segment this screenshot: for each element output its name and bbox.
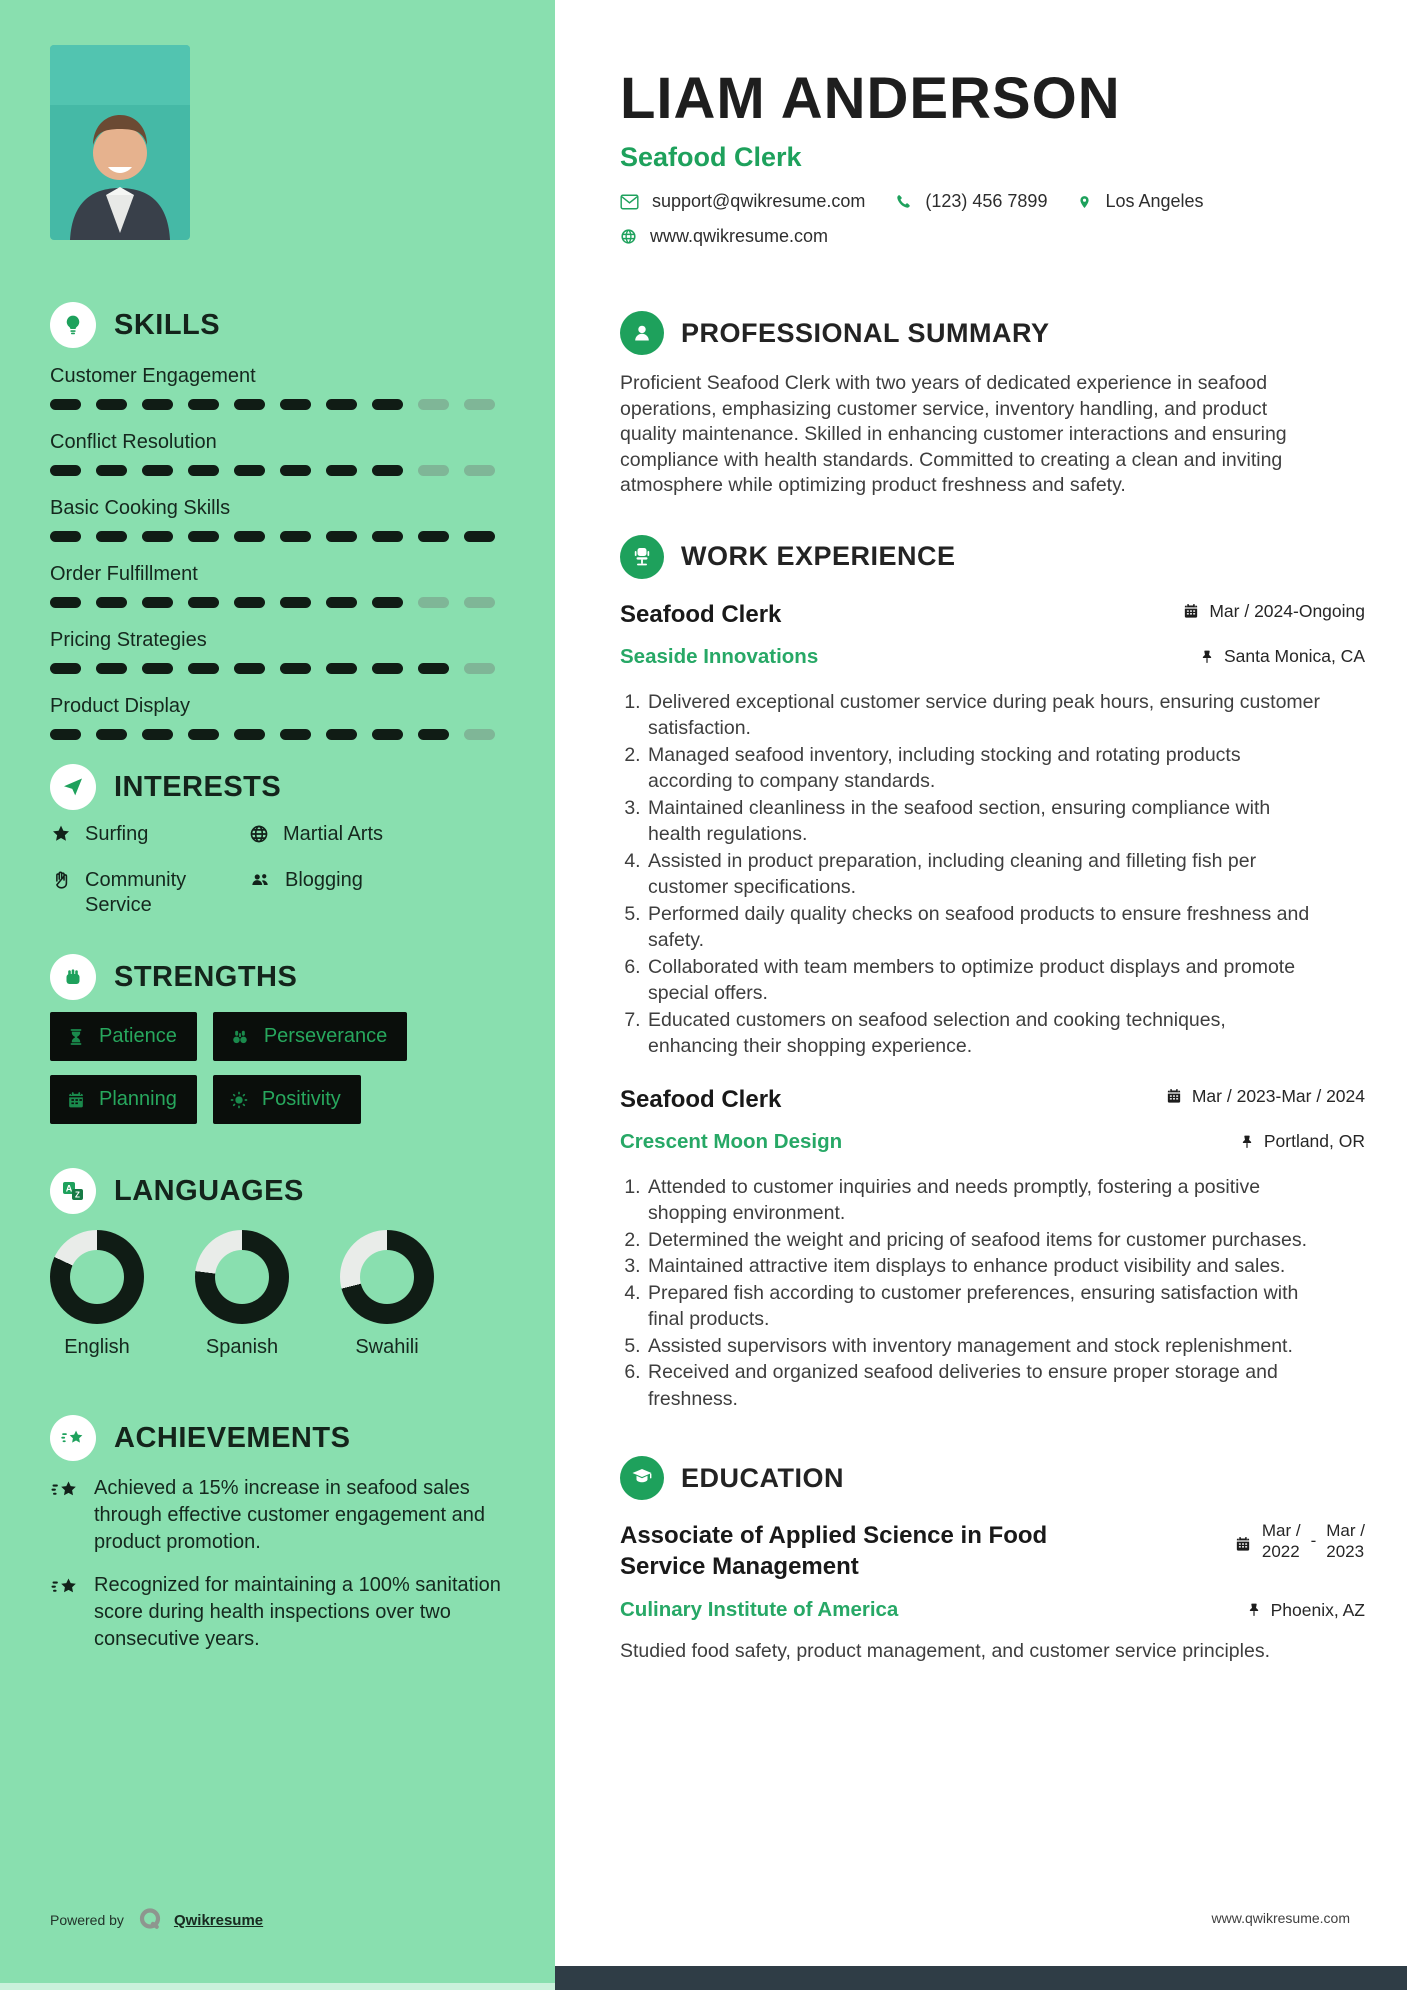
- main-column: [555, 0, 1407, 1990]
- skill-level-dash: [464, 399, 495, 410]
- languages-title: LANGUAGES: [114, 1174, 304, 1207]
- job-bullet-list: [620, 1174, 1320, 1413]
- powered-by-label: Powered by: [50, 1912, 124, 1928]
- binoculars-icon: [229, 1027, 251, 1047]
- paper-plane-icon: [50, 764, 96, 810]
- skill-item: [50, 628, 503, 674]
- job-role: Seafood Clerk: [620, 1085, 782, 1113]
- education-section: [620, 1456, 1365, 1664]
- skill-level-bar: [50, 399, 503, 410]
- interest-item: [248, 822, 503, 852]
- strengths-header: [50, 954, 503, 1000]
- skill-level-dash: [326, 597, 357, 608]
- skill-level-dash: [50, 531, 81, 542]
- strengths-section: [50, 954, 503, 1124]
- skill-level-dash: [188, 663, 219, 674]
- skill-level-bar: [50, 663, 503, 674]
- phone-icon: [895, 193, 912, 210]
- education-location: Phoenix, AZ: [1246, 1600, 1365, 1621]
- lightbulb-icon: [50, 302, 96, 348]
- skill-level-dash: [96, 729, 127, 740]
- skill-level-dash: [464, 729, 495, 740]
- skill-label: Order Fulfillment: [50, 563, 198, 585]
- skill-level-dash: [234, 597, 265, 608]
- shooting-star-icon: [50, 1574, 80, 1653]
- profile-photo-illustration: [50, 45, 190, 240]
- languages-section: [50, 1168, 503, 1359]
- summary-section: [620, 311, 1365, 499]
- svg-text:A: A: [65, 1183, 73, 1194]
- hand-icon: [50, 869, 72, 891]
- job-bullet: 5. Assisted supervisors with inventory management and stock replenishment.: [646, 1333, 1320, 1360]
- calendar-chip-icon: [66, 1090, 86, 1110]
- globe-icon: [620, 228, 637, 245]
- skill-level-dash: [280, 399, 311, 410]
- language-donut-chart: [50, 1230, 144, 1324]
- skill-item: [50, 364, 503, 410]
- candidate-name: LIAM ANDERSON: [620, 66, 1121, 131]
- interest-item: [50, 822, 248, 852]
- contact-website: www.qwikresume.com: [620, 226, 828, 247]
- skill-level-dash: [96, 597, 127, 608]
- education-header: [620, 1456, 1365, 1500]
- calendar-icon: [66, 1090, 86, 1110]
- achievements-list: [50, 1475, 503, 1653]
- bottom-dark-bar: [555, 1966, 1407, 1990]
- skill-item: [50, 694, 503, 740]
- contact-phone: (123) 456 7899: [895, 191, 1047, 212]
- skill-level-dash: [326, 531, 357, 542]
- job-bullet: 3. Maintained attractive item displays to enhance product visibility and sales.: [646, 1253, 1320, 1280]
- person-icon: [620, 311, 664, 355]
- job-company: Crescent Moon Design: [620, 1129, 843, 1153]
- skill-level-dash: [50, 597, 81, 608]
- skill-level-dash: [142, 465, 173, 476]
- education-title: EDUCATION: [681, 1462, 844, 1493]
- skill-level-dash: [188, 729, 219, 740]
- calendar-icon: [1182, 602, 1200, 620]
- languages-list: [50, 1230, 503, 1359]
- job-bullet: 4. Prepared fish according to customer preferences, ensuring satisfaction with final products.: [646, 1280, 1320, 1333]
- interests-section: [50, 764, 503, 918]
- job-location: Portland, OR: [1239, 1131, 1365, 1152]
- skill-level-dash: [188, 597, 219, 608]
- job-bullet: 7. Educated customers on seafood selection and cooking techniques, enhancing their shopping experience.: [646, 1007, 1320, 1060]
- footer-website-url: www.qwikresume.com: [1211, 1910, 1350, 1926]
- skills-header: [50, 302, 503, 348]
- sun-icon: [229, 1090, 249, 1110]
- job-bullet-list: [620, 689, 1320, 1060]
- skill-level-dash: [50, 729, 81, 740]
- shooting-star-icon: [50, 1574, 80, 1600]
- skill-level-bar: [50, 597, 503, 608]
- skill-level-dash: [464, 531, 495, 542]
- shooting-star-icon: [50, 1477, 80, 1503]
- pushpin-icon: [1246, 1601, 1262, 1619]
- skill-level-dash: [418, 531, 449, 542]
- skill-item: [50, 562, 503, 608]
- skill-level-dash: [280, 663, 311, 674]
- job-role: Seafood Clerk: [620, 600, 782, 628]
- skill-level-dash: [188, 531, 219, 542]
- skill-level-dash: [188, 465, 219, 476]
- skills-section: [50, 302, 503, 740]
- experience-title: WORK EXPERIENCE: [681, 541, 956, 571]
- skill-level-dash: [142, 399, 173, 410]
- job-company: Seaside Innovations: [620, 644, 819, 668]
- skill-level-dash: [372, 465, 403, 476]
- skill-level-dash: [326, 729, 357, 740]
- job-location: Santa Monica, CA: [1199, 646, 1365, 667]
- skill-level-dash: [142, 663, 173, 674]
- language-item: [340, 1230, 434, 1359]
- interests-header: [50, 764, 503, 810]
- skill-level-dash: [418, 465, 449, 476]
- hourglass-icon: [66, 1027, 86, 1047]
- job-entry: [620, 1086, 1365, 1413]
- interests-list: [50, 822, 503, 918]
- job-bullet: 5. Performed daily quality checks on seafood products to ensure freshness and safety.: [646, 901, 1320, 954]
- binoculars-icon: [229, 1027, 251, 1047]
- skill-level-dash: [372, 399, 403, 410]
- job-dates: Mar / 2024-Ongoing: [1182, 601, 1365, 622]
- skill-level-dash: [418, 399, 449, 410]
- job-bullet: 1. Attended to customer inquiries and needs promptly, fostering a positive shopping environment.: [646, 1174, 1320, 1227]
- skill-label: Basic Cooking Skills: [50, 497, 231, 519]
- interests-title: INTERESTS: [114, 770, 282, 803]
- achievements-header: [50, 1415, 503, 1461]
- skills-title: SKILLS: [114, 308, 221, 341]
- contact-email: support@qwikresume.com: [620, 191, 865, 212]
- globe-icon: [248, 823, 270, 845]
- language-item: [50, 1230, 144, 1359]
- skill-level-dash: [142, 729, 173, 740]
- skills-list: [50, 364, 503, 740]
- strength-chip: [50, 1012, 197, 1061]
- education-dates: Mar / 2022 - Mar / 2023: [1234, 1520, 1365, 1562]
- job-bullet: 4. Assisted in product preparation, including cleaning and filleting fish per customer specifications.: [646, 848, 1320, 901]
- candidate-job-title: Seafood Clerk: [620, 142, 802, 172]
- skill-item: [50, 496, 503, 542]
- graduate-icon: [620, 1456, 664, 1500]
- language-label: English: [64, 1336, 130, 1358]
- map-pin-icon: [1077, 193, 1092, 211]
- skill-level-dash: [234, 531, 265, 542]
- languages-header: [50, 1168, 503, 1214]
- calendar-icon: [1234, 1535, 1252, 1553]
- hand-icon: [50, 869, 72, 898]
- job-bullet: 2. Determined the weight and pricing of seafood items for customer purchases.: [646, 1227, 1320, 1254]
- qwikresume-link[interactable]: Qwikresume: [173, 1911, 264, 1929]
- strength-label: Positivity: [261, 1088, 341, 1110]
- skill-level-dash: [96, 399, 127, 410]
- interest-item: [50, 868, 248, 918]
- skill-level-bar: [50, 729, 503, 740]
- job-bullet: 6. Collaborated with team members to optimize product displays and promote special offers.: [646, 954, 1320, 1007]
- degree-title: Associate of Applied Science in Food Service Management: [620, 1522, 1048, 1580]
- interest-label: Surfing: [85, 823, 149, 845]
- skill-level-dash: [372, 531, 403, 542]
- sun-icon: [229, 1090, 249, 1110]
- skill-level-dash: [96, 465, 127, 476]
- skill-level-dash: [372, 729, 403, 740]
- strength-label: Perseverance: [263, 1025, 388, 1047]
- summary-text: Proficient Seafood Clerk with two years of dedicated experience in seafood operations, emphasizing customer service, inventory handling, and product quality maintenance. Skilled in enhancing customer interactions and ensuring compliance with health standards. Committed to creating a clean and inviting atmosphere while optimizing product freshness and safety.: [620, 372, 1287, 496]
- contact-row-1: [620, 191, 1365, 212]
- skill-level-dash: [142, 531, 173, 542]
- skill-level-dash: [464, 663, 495, 674]
- globe-icon: [248, 823, 270, 852]
- skill-level-dash: [50, 399, 81, 410]
- pushpin-icon: [1199, 648, 1215, 666]
- strength-chip: [213, 1012, 407, 1061]
- skill-level-dash: [234, 663, 265, 674]
- interest-item: [248, 868, 503, 918]
- interest-label: Community Service: [85, 869, 187, 916]
- skill-level-dash: [418, 597, 449, 608]
- skill-level-dash: [326, 663, 357, 674]
- users-icon: [248, 869, 272, 898]
- office-chair-icon: [620, 535, 664, 579]
- fist-icon: [50, 954, 96, 1000]
- skill-level-dash: [464, 465, 495, 476]
- interest-label: Blogging: [285, 869, 363, 891]
- skill-item: [50, 430, 503, 476]
- contact-location: Los Angeles: [1077, 191, 1203, 212]
- skill-level-dash: [234, 399, 265, 410]
- achievement-text: Recognized for maintaining a 100% sanitation score during health inspections over two consecutive years.: [94, 1574, 501, 1650]
- profile-photo: [50, 45, 190, 240]
- skill-label: Product Display: [50, 695, 191, 717]
- skill-level-dash: [50, 465, 81, 476]
- pushpin-icon: [1239, 1133, 1255, 1151]
- job-bullet: 1. Delivered exceptional customer service during peak hours, ensuring customer satisfaction.: [646, 689, 1320, 742]
- skill-level-dash: [326, 399, 357, 410]
- skill-label: Conflict Resolution: [50, 431, 217, 453]
- strengths-title: STRENGTHS: [114, 960, 298, 993]
- language-item: [195, 1230, 289, 1359]
- achievement-item: [50, 1572, 503, 1653]
- jobs-list: [620, 601, 1365, 1413]
- achievements-section: [50, 1415, 503, 1653]
- job-entry: [620, 601, 1365, 1060]
- experience-header: [620, 535, 1365, 579]
- strength-chip: [213, 1075, 361, 1124]
- skill-level-dash: [96, 531, 127, 542]
- skill-level-dash: [326, 465, 357, 476]
- skill-level-dash: [464, 597, 495, 608]
- qwikresume-logo-icon: [137, 1906, 165, 1934]
- skill-level-bar: [50, 531, 503, 542]
- skill-level-dash: [418, 729, 449, 740]
- skill-level-bar: [50, 465, 503, 476]
- skill-level-dash: [372, 663, 403, 674]
- shooting-star-icon: [50, 1477, 80, 1556]
- skill-level-dash: [280, 465, 311, 476]
- skill-level-dash: [50, 663, 81, 674]
- star-icon: [50, 823, 72, 852]
- skill-label: Customer Engagement: [50, 365, 256, 387]
- sidebar: [0, 0, 555, 1990]
- users-icon: [248, 869, 272, 891]
- powered-by-footer: [50, 1906, 263, 1934]
- skill-level-dash: [280, 531, 311, 542]
- strength-chip: [50, 1075, 197, 1124]
- strengths-list: [50, 1012, 490, 1124]
- skill-level-dash: [142, 597, 173, 608]
- skill-level-dash: [234, 729, 265, 740]
- translate-icon: [50, 1168, 96, 1214]
- summary-header: [620, 311, 1365, 355]
- strength-label: Patience: [99, 1025, 177, 1047]
- achievements-title: ACHIEVEMENTS: [114, 1421, 351, 1454]
- skill-level-dash: [280, 729, 311, 740]
- skill-level-dash: [234, 465, 265, 476]
- skill-level-dash: [280, 597, 311, 608]
- skill-level-dash: [418, 663, 449, 674]
- language-label: Spanish: [205, 1336, 279, 1358]
- skill-level-dash: [96, 663, 127, 674]
- envelope-icon: [620, 194, 639, 210]
- star-icon: [50, 823, 72, 845]
- experience-section: [620, 535, 1365, 1413]
- job-dates: Mar / 2023-Mar / 2024: [1165, 1086, 1365, 1107]
- strength-label: Planning: [99, 1088, 177, 1110]
- summary-title: PROFESSIONAL SUMMARY: [681, 317, 1050, 348]
- hourglass-icon: [66, 1027, 86, 1047]
- school-name: Culinary Institute of America: [620, 1598, 899, 1621]
- job-bullet: 3. Maintained cleanliness in the seafood section, ensuring compliance with health regulations.: [646, 795, 1320, 848]
- education-description: Studied food safety, product management, and customer service principles.: [620, 1640, 1270, 1662]
- achievement-text: Achieved a 15% increase in seafood sales through effective customer engagement and product promotion.: [94, 1477, 485, 1553]
- job-bullet: 2. Managed seafood inventory, including stocking and rotating products according to company standards.: [646, 742, 1320, 795]
- language-donut-chart: [340, 1230, 434, 1324]
- contact-row-2: [620, 226, 1365, 247]
- sidebar-bottom-strip: [0, 1983, 555, 1990]
- achievement-item: [50, 1475, 503, 1556]
- svg-text:Z: Z: [75, 1190, 80, 1200]
- language-donut-chart: [195, 1230, 289, 1324]
- shooting-star-icon: [50, 1415, 96, 1461]
- skill-level-dash: [372, 597, 403, 608]
- job-bullet: 6. Received and organized seafood deliveries to ensure proper storage and freshness.: [646, 1359, 1320, 1412]
- skill-level-dash: [188, 399, 219, 410]
- interest-label: Martial Arts: [283, 823, 384, 845]
- calendar-icon: [1165, 1087, 1183, 1105]
- skill-label: Pricing Strategies: [50, 629, 207, 651]
- language-label: Swahili: [355, 1336, 419, 1358]
